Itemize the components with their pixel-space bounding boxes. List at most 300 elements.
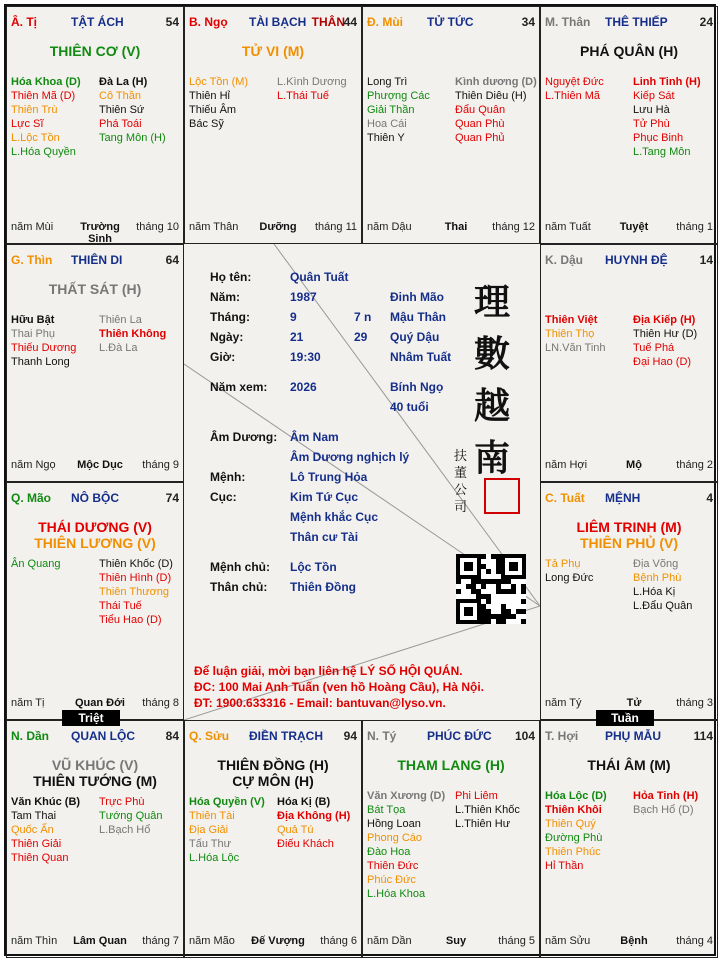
minor-star: Văn Khúc (B) — [11, 796, 81, 808]
palace-cell-mui — [362, 6, 540, 244]
minor-star: L.Thiên Mã — [545, 90, 601, 102]
minor-star: Thanh Long — [11, 356, 70, 368]
minor-stars-left — [545, 75, 604, 103]
month-label: tháng 2 — [676, 459, 713, 471]
age-number: 4 — [706, 491, 713, 505]
minor-star: Địa Giải — [189, 824, 229, 836]
cell-header — [11, 253, 179, 269]
major-stars — [185, 757, 361, 789]
minor-star: Thiên Hình (D) — [99, 572, 172, 584]
minor-star: Cô Thần — [99, 90, 141, 102]
minor-star: Bệnh Phù — [633, 572, 682, 584]
branch-label: N. Tý — [367, 729, 397, 743]
palace-cell-ti — [6, 6, 184, 244]
month-label: tháng 12 — [492, 221, 535, 233]
major-stars — [7, 757, 183, 789]
center-info-panel — [184, 244, 540, 720]
minor-star: Thiên Trù — [11, 104, 58, 116]
minor-star: Nguyệt Đức — [545, 76, 604, 88]
minor-star: Hoa Cái — [367, 118, 407, 130]
minor-star: Bạch Hổ (D) — [633, 804, 694, 816]
cell-header — [545, 253, 713, 269]
month-label: tháng 8 — [142, 697, 179, 709]
cuc-label: Cục: — [210, 490, 237, 504]
year-branch: năm Dần — [367, 935, 412, 947]
am-duong-value: Âm Nam — [290, 430, 339, 444]
triet-marker: Triệt — [62, 710, 120, 726]
life-stage: Đế Vượng — [251, 935, 305, 947]
minor-star: Địa Võng — [633, 558, 679, 570]
minor-stars-right — [277, 75, 347, 103]
minor-star: Địa Kiếp (H) — [633, 314, 696, 326]
minor-star: L.Tang Môn — [633, 146, 691, 158]
minor-star: Quan Phù — [455, 118, 505, 130]
life-stage: Thai — [444, 221, 468, 233]
minor-stars-right — [633, 557, 692, 613]
minor-stars-left — [545, 789, 607, 873]
minor-star: Tấu Thư — [189, 838, 232, 850]
menh-chu-value: Lộc Tồn — [290, 560, 337, 574]
cell-footer — [545, 935, 713, 949]
month-extra: 7 n — [354, 310, 372, 324]
palace-name: HUYNH ĐỆ — [605, 253, 668, 267]
cell-header — [367, 729, 535, 745]
cell-header — [189, 729, 357, 745]
minor-star: Thiên Không — [99, 328, 167, 340]
minor-star: Thiếu Dương — [11, 342, 77, 354]
life-stage: Tuyệt — [619, 221, 649, 233]
minor-star: Thiếu Âm — [189, 104, 237, 116]
palace-name: ĐIỀN TRẠCH — [249, 729, 323, 743]
minor-stars-right — [455, 75, 537, 145]
minor-star: Lộc Tồn (M) — [189, 76, 249, 88]
year-branch: năm Dậu — [367, 221, 412, 233]
view-year-value: 2026 — [290, 380, 317, 394]
year-branch: năm Tý — [545, 697, 582, 709]
year-branch: năm Thìn — [11, 935, 58, 947]
minor-star: Lưu Hà — [633, 104, 670, 116]
major-star: THIÊN LƯƠNG (V) — [34, 535, 156, 551]
minor-star: Hỉ Thần — [545, 860, 584, 872]
minor-star: Tử Phù — [633, 118, 670, 130]
palace-cell-hoi — [540, 720, 718, 958]
month-label: tháng 6 — [320, 935, 357, 947]
minor-star: Thiên Khôi — [545, 804, 602, 816]
minor-star: Quốc Ấn — [11, 824, 54, 836]
cell-footer — [545, 221, 713, 235]
major-star: VŨ KHÚC (V) — [51, 757, 139, 773]
year-branch: năm Sửu — [545, 935, 591, 947]
minor-stars-left — [11, 313, 76, 369]
minor-star: L.Hóa Lộc — [189, 852, 240, 864]
major-star: THẤT SÁT (H) — [48, 281, 142, 297]
minor-star: Thiên Hỉ — [189, 90, 230, 102]
minor-star: L.Hóa Khoa — [367, 888, 426, 900]
cell-header — [545, 491, 713, 507]
branch-label: B. Ngọ — [189, 15, 228, 29]
palace-cell-mao — [6, 482, 184, 720]
age-value: 40 tuổi — [390, 400, 429, 414]
major-star: CỰ MÔN (H) — [232, 773, 314, 789]
minor-star: Hóa Khoa (D) — [11, 76, 81, 88]
minor-star: Thiên La — [99, 314, 142, 326]
major-stars — [363, 757, 539, 773]
minor-star: Hóa Kị (B) — [277, 796, 331, 808]
age-number: 24 — [699, 15, 713, 29]
cell-header — [11, 491, 179, 507]
branch-label: K. Dậu — [545, 253, 584, 267]
minor-star: Hóa Quyền (V) — [189, 796, 265, 808]
cell-footer — [189, 935, 357, 949]
minor-stars-right — [633, 789, 698, 817]
age-number: 54 — [165, 15, 179, 29]
major-star: THIÊN PHỦ (V) — [580, 535, 678, 551]
month-label: tháng 5 — [498, 935, 535, 947]
minor-star: Tướng Quân — [99, 810, 163, 822]
minor-stars-left — [545, 557, 593, 585]
major-star: TỬ VI (M) — [241, 43, 305, 59]
cuc-relation: Mệnh khắc Cục — [290, 510, 379, 524]
palace-name: QUAN LỘC — [71, 729, 135, 743]
major-stars — [7, 519, 183, 551]
minor-stars-left — [367, 789, 445, 901]
minor-stars-left — [545, 313, 606, 355]
minor-star: Địa Không (H) — [277, 810, 351, 822]
minor-star: Giải Thần — [367, 104, 415, 116]
age-number: 104 — [514, 729, 535, 743]
minor-star: Thiên Giải — [11, 838, 62, 850]
major-stars — [185, 43, 361, 59]
minor-star: Phục Binh — [633, 132, 684, 144]
cell-header — [545, 15, 713, 31]
palace-cell-thin — [6, 244, 184, 482]
minor-star: L.Kình Dương — [277, 76, 347, 88]
palace-cell-suu — [184, 720, 362, 958]
minor-star: Đào Hoa — [367, 846, 411, 858]
day-label: Ngày: — [210, 330, 244, 344]
major-star: THIÊN ĐỒNG (H) — [217, 757, 329, 773]
minor-stars-left — [367, 75, 430, 145]
minor-star: Thái Tuế — [99, 600, 142, 612]
minor-star: Phá Toái — [99, 118, 142, 130]
minor-star: Trực Phù — [99, 796, 145, 808]
age-number: 74 — [165, 491, 179, 505]
cell-footer — [11, 697, 179, 711]
life-stage: Suy — [445, 935, 467, 947]
month-label: tháng 3 — [676, 697, 713, 709]
life-stage: Mộ — [626, 459, 642, 471]
branch-label: Đ. Mùi — [367, 15, 403, 29]
minor-stars-right — [99, 557, 173, 627]
minor-star: Thiên Khốc (D) — [99, 558, 173, 570]
minor-star: Thiên Hư (D) — [633, 328, 698, 340]
minor-star: LN.Văn Tinh — [545, 342, 606, 354]
minor-stars-right — [99, 795, 163, 837]
minor-stars-right — [99, 313, 166, 355]
major-stars — [541, 519, 717, 551]
minor-star: Thiên Quý — [545, 818, 596, 830]
cell-footer — [367, 221, 535, 235]
cell-header — [545, 729, 713, 745]
age-number: 44 — [343, 15, 357, 29]
minor-star: Thiên Thương — [99, 586, 170, 598]
year-branch: năm Ngọ — [11, 459, 56, 471]
minor-stars-left — [11, 75, 81, 159]
calligraphy-char-2: 數 — [474, 333, 511, 375]
minor-star: Thiên Y — [367, 132, 405, 144]
minor-star: Thiên Mã (D) — [11, 90, 76, 102]
year-branch: năm Tuất — [545, 221, 591, 233]
calligraphy-char-1: 理 — [474, 281, 511, 323]
year-branch: năm Mão — [189, 935, 235, 947]
branch-label: T. Hợi — [545, 729, 579, 743]
menh-value: Lô Trung Hỏa — [290, 470, 368, 484]
minor-star: Hỏa Tinh (H) — [633, 790, 699, 802]
age-number: 114 — [693, 729, 713, 743]
minor-star: Văn Xương (D) — [367, 790, 446, 802]
age-number: 94 — [343, 729, 357, 743]
major-stars — [7, 43, 183, 59]
palace-name: TỬ TỨC — [427, 15, 474, 29]
minor-star: Hồng Loan — [367, 818, 421, 830]
am-duong-label: Âm Dương: — [210, 430, 278, 444]
major-star: THÁI DƯƠNG (V) — [38, 519, 152, 535]
year-branch: năm Tị — [11, 697, 45, 709]
minor-star: Tiểu Hao (D) — [99, 614, 162, 626]
year-branch: năm Hợi — [545, 459, 588, 471]
major-star: THIÊN CƠ (V) — [49, 43, 141, 59]
minor-stars-right — [633, 75, 701, 159]
hour-label: Giờ: — [210, 350, 236, 364]
life-stage: Dưỡng — [259, 221, 297, 233]
minor-star: L.Hóa Kị — [633, 586, 676, 598]
cell-footer — [545, 459, 713, 473]
minor-star: Thiên Sứ — [99, 104, 145, 116]
major-star: THÁI ÂM (M) — [587, 757, 671, 773]
palace-cell-than — [540, 6, 718, 244]
cell-footer — [545, 697, 713, 711]
palace-name: PHỤ MẪU — [605, 729, 661, 743]
month-can-chi: Mậu Thân — [390, 310, 446, 324]
minor-star: Phong Cáo — [367, 832, 423, 844]
minor-star: Lực Sĩ — [11, 118, 44, 130]
month-value: 9 — [290, 310, 297, 324]
minor-star: Đẩu Quân — [455, 104, 506, 116]
minor-star: Thiên Việt — [545, 314, 598, 326]
major-star: THIÊN TƯỚNG (M) — [33, 773, 157, 789]
view-year-label: Năm xem: — [210, 380, 268, 394]
minor-star: Bác Sỹ — [189, 118, 224, 130]
minor-star: Phượng Các — [367, 90, 430, 102]
month-label: tháng 10 — [136, 221, 179, 233]
qr-code-icon — [456, 554, 526, 629]
cell-header — [11, 729, 179, 745]
life-stage: Quan Đới — [75, 697, 125, 709]
palace-cell-dan — [6, 720, 184, 958]
cell-footer — [367, 935, 535, 949]
name-value: Quân Tuất — [290, 270, 349, 284]
contact-line-1: Để luận giải, mời bạn liên hệ LÝ SỐ HỘI QUÁN. — [194, 664, 463, 678]
major-stars — [7, 281, 183, 297]
branch-label: N. Dần — [11, 729, 50, 743]
month-label: tháng 7 — [142, 935, 179, 947]
major-star: LIÊM TRINH (M) — [576, 519, 682, 535]
cell-header — [189, 15, 357, 31]
minor-star: L.Đẩu Quân — [633, 600, 693, 612]
seal-small-text: 扶董公司 — [454, 449, 468, 515]
tu-vi-chart — [4, 4, 716, 956]
minor-stars-right — [633, 313, 697, 369]
minor-star: Thiên Quan — [11, 852, 69, 864]
contact-line-3: ĐT: 1900.633316 - Email: bantuvan@lyso.vn. — [194, 696, 446, 710]
hour-can-chi: Nhâm Tuất — [390, 350, 452, 364]
minor-star: Điếu Khách — [277, 838, 334, 850]
menh-chu-label: Mệnh chủ: — [210, 560, 270, 574]
life-stage: Trường Sinh — [80, 221, 120, 244]
minor-stars-right — [455, 789, 520, 831]
minor-star: Linh Tinh (H) — [633, 76, 701, 88]
minor-star: Long Đức — [545, 572, 594, 584]
day-extra: 29 — [354, 330, 368, 344]
major-stars — [541, 757, 717, 773]
age-number: 34 — [521, 15, 535, 29]
minor-stars-left — [11, 557, 61, 571]
branch-label: Q. Sửu — [189, 729, 230, 743]
palace-name: MỆNH — [605, 491, 641, 505]
minor-star: Quan Phủ — [455, 132, 505, 144]
palace-name: NÔ BỘC — [71, 491, 119, 505]
life-stage: Lâm Quan — [73, 935, 127, 947]
branch-label: C. Tuất — [545, 491, 585, 505]
day-can-chi: Quý Dậu — [390, 330, 440, 344]
minor-star: Đà La (H) — [99, 76, 148, 88]
life-stage: Mộc Dục — [77, 459, 123, 471]
minor-star: Thiên Phúc — [545, 846, 601, 858]
tuan-marker: Tuần — [596, 710, 654, 726]
cell-footer — [11, 935, 179, 949]
year-value: 1987 — [290, 290, 317, 304]
minor-star: Bát Tọa — [367, 804, 406, 816]
major-star: THAM LANG (H) — [397, 757, 505, 773]
cell-header — [11, 15, 179, 31]
branch-label: M. Thân — [545, 15, 591, 29]
cell-footer — [11, 459, 179, 473]
minor-star: L.Thiên Khốc — [455, 804, 520, 816]
palace-cell-ngo — [184, 6, 362, 244]
month-label: Tháng: — [210, 310, 250, 324]
major-star: PHÁ QUÂN (H) — [580, 43, 678, 59]
than-chu-value: Thiên Đồng — [290, 580, 356, 594]
minor-star: Thiên Thọ — [545, 328, 595, 340]
contact-line-2: ĐC: 100 Mai Anh Tuấn (ven hồ Hoàng Cầu), Hà Nội. — [194, 680, 485, 694]
minor-star: L.Thiên Hư — [455, 818, 511, 830]
month-label: tháng 9 — [142, 459, 179, 471]
than-chu-label: Thân chủ: — [210, 580, 268, 594]
year-branch: năm Mùi — [11, 221, 54, 233]
cuc-value: Kim Tứ Cục — [290, 490, 359, 504]
minor-star: Long Trì — [367, 76, 408, 88]
minor-star: Thiên Tài — [189, 810, 235, 822]
minor-star: Thiên Diêu (H) — [455, 90, 527, 102]
view-year-can-chi: Bính Ngọ — [390, 380, 444, 394]
minor-star: Phi Liêm — [455, 790, 498, 802]
minor-stars-right — [277, 795, 350, 851]
minor-stars-right — [99, 75, 166, 145]
minor-stars-left — [189, 75, 248, 131]
minor-stars-left — [189, 795, 265, 865]
cell-footer — [11, 221, 179, 244]
minor-star: Phúc Đức — [367, 874, 416, 886]
minor-star: Ân Quang — [11, 558, 61, 570]
minor-star: Hữu Bật — [11, 314, 55, 326]
minor-star: Tam Thai — [11, 810, 57, 822]
calligraphy-char-3: 越 — [474, 385, 511, 427]
palace-cell-dau — [540, 244, 718, 482]
than-cu: Thân cư Tài — [290, 530, 359, 544]
palace-name: PHÚC ĐỨC — [427, 729, 492, 743]
palace-name: THÊ THIẾP — [605, 15, 668, 29]
age-number: 64 — [165, 253, 179, 267]
hour-value: 19:30 — [290, 350, 321, 364]
minor-stars-left — [11, 795, 80, 865]
red-seal-stamp — [484, 478, 520, 514]
major-stars — [541, 43, 717, 59]
minor-star: Đường Phù — [545, 832, 603, 844]
palace-name: THIÊN DI — [71, 253, 123, 267]
month-label: tháng 4 — [676, 935, 713, 947]
palace-cell-tuat — [540, 482, 718, 720]
year-label: Năm: — [210, 290, 241, 304]
palace-name: TẬT ÁCH — [71, 15, 124, 29]
month-label: tháng 11 — [314, 221, 357, 233]
minor-star: Thai Phụ — [11, 328, 56, 340]
minor-star: Tang Môn (H) — [99, 132, 166, 144]
day-value: 21 — [290, 330, 304, 344]
minor-star: Tuế Phá — [633, 342, 675, 354]
name-label: Họ tên: — [210, 270, 252, 284]
than-marker: THÂN — [311, 15, 345, 29]
minor-star: Kình dương (D) — [455, 76, 537, 88]
minor-star: Kiếp Sát — [633, 90, 675, 102]
minor-star: L.Đà La — [99, 342, 138, 354]
minor-star: Thiên Đức — [367, 860, 419, 872]
minor-star: L.Bạch Hổ — [99, 824, 151, 836]
minor-star: Tả Phụ — [545, 558, 581, 570]
branch-label: Ȃ. Tị — [11, 15, 37, 29]
minor-star: L.Thái Tuế — [277, 90, 329, 102]
palace-name: TÀI BẠCH — [249, 15, 307, 29]
calligraphy-char-4: 南 — [474, 437, 511, 479]
year-branch: năm Thân — [189, 221, 239, 233]
palace-cell-ty — [362, 720, 540, 958]
cell-footer — [189, 221, 357, 235]
cell-header — [367, 15, 535, 31]
minor-star: L.Lộc Tồn — [11, 132, 60, 144]
minor-star: Hóa Lộc (D) — [545, 790, 607, 802]
minor-star: Đại Hao (D) — [633, 356, 692, 368]
month-label: tháng 1 — [676, 221, 713, 233]
minor-star: L.Hóa Quyền — [11, 146, 76, 158]
life-stage: Tử — [626, 697, 642, 709]
age-number: 84 — [165, 729, 179, 743]
minor-star: Quả Tú — [277, 824, 314, 836]
menh-label: Mệnh: — [210, 470, 246, 484]
year-can-chi: Đinh Mão — [390, 290, 444, 304]
branch-label: Q. Mão — [11, 491, 52, 505]
branch-label: G. Thìn — [11, 253, 53, 267]
am-duong-relation: Âm Dương nghịch lý — [290, 450, 410, 464]
age-number: 14 — [699, 253, 713, 267]
